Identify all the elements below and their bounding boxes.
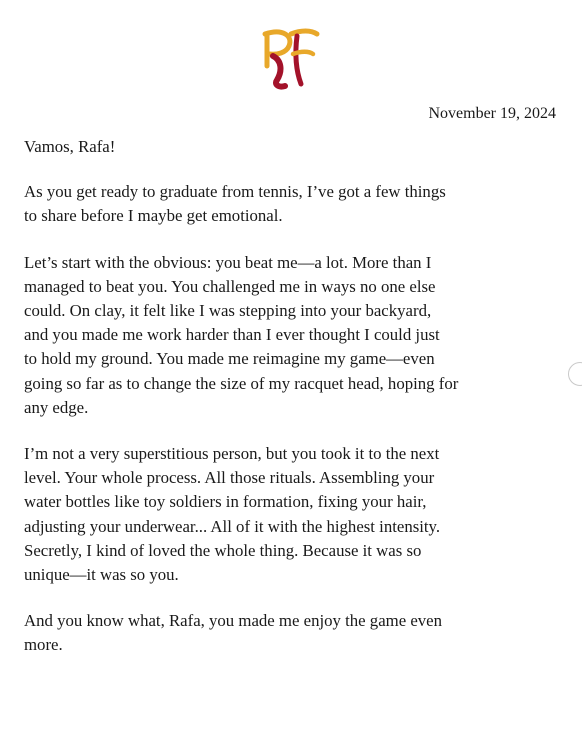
letter-line: water bottles like toy soldiers in formation, fixing your hair, [24, 492, 427, 512]
letter-line: to hold my ground. You made me reimagine my game—even [24, 349, 435, 369]
letter-body [24, 135, 564, 680]
carousel-next-handle[interactable] [568, 362, 582, 386]
letter-line: unique—it was so you. [24, 565, 179, 585]
letter-line: Secretly, I kind of loved the whole thing. Because it was so [24, 540, 422, 560]
letter-line: adjusting your underwear... All of it with the highest intensity. [24, 516, 441, 536]
letter-paragraph-2 [24, 251, 564, 420]
letter-line: As you get ready to graduate from tennis, I’ve got a few things [24, 182, 446, 202]
letter-line: level. Your whole process. All those rituals. Assembling your [24, 468, 435, 488]
letter-greeting: Vamos, Rafa! [24, 137, 116, 156]
letter-line: Let’s start with the obvious: you beat me—a lot. More than I [24, 252, 432, 272]
rf-monogram-icon [259, 26, 321, 90]
letter-line: going so far as to change the size of my racquet head, hoping for [24, 373, 459, 393]
letter-date: November 19, 2024 [428, 105, 556, 122]
letter-line: could. On clay, it felt like I was stepping into your backyard, [24, 301, 432, 321]
letter-line: any edge. [24, 397, 89, 417]
letter-paragraph-3 [24, 442, 564, 587]
letter-paragraph-4 [24, 609, 564, 657]
letter-paragraph-1 [24, 180, 564, 228]
letter-line: managed to beat you. You challenged me in ways no one else [24, 276, 436, 296]
letter-line: more. [24, 635, 63, 655]
letter-line: and you made me work harder than I ever thought I could just [24, 325, 440, 345]
letter-line: I’m not a very superstitious person, but you took it to the next [24, 444, 440, 464]
letter-line: to share before I maybe get emotional. [24, 206, 283, 226]
letter-line: And you know what, Rafa, you made me enjoy the game even [24, 611, 443, 631]
